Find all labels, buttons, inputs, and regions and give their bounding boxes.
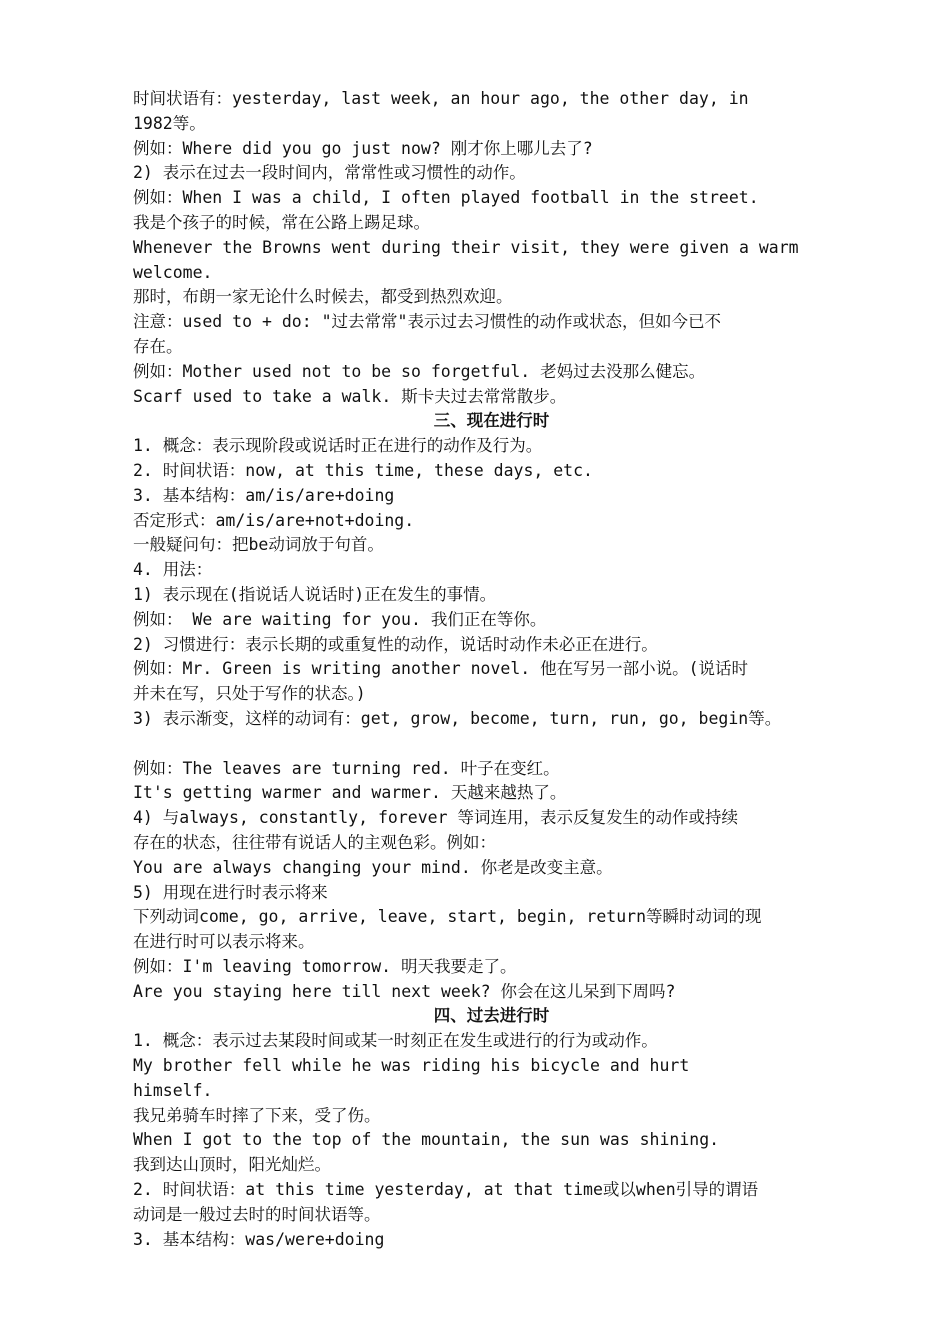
text-line: 时间状语有：yesterday, last week, an hour ago, the other day, in bbox=[133, 89, 749, 108]
example-line: When I got to the top of the mountain, the sun was shining. bbox=[133, 1130, 720, 1150]
example-line: My brother fell while he was riding his bicycle and hurt bbox=[133, 1056, 690, 1076]
text-line: 2) 表示在过去一段时间内，常常性或习惯性的动作。 bbox=[133, 163, 526, 183]
example-line: You are always changing your mind. 你老是改变主意。 bbox=[133, 857, 613, 877]
text-line: 1982等。 bbox=[133, 113, 206, 133]
text-line: 存在的状态，往往带有说话人的主观色彩。例如： bbox=[133, 832, 496, 852]
text-line: 一般疑问句：把be动词放于句首。 bbox=[133, 535, 384, 555]
text-line: 下列动词come, go, arrive, leave, start, begin, return等瞬时动词的现 bbox=[133, 907, 762, 927]
translation-line: 我是个孩子的时候，常在公路上踢足球。 bbox=[133, 212, 430, 232]
translation-line: 我到达山顶时，阳光灿烂。 bbox=[133, 1155, 331, 1175]
blank-line bbox=[133, 732, 850, 757]
note-line: 存在。 bbox=[133, 336, 183, 356]
text-line: 3. 基本结构：was/were+doing bbox=[133, 1229, 385, 1249]
example-line: welcome. bbox=[133, 262, 213, 282]
example-line: Are you staying here till next week? 你会在这儿呆到下周吗? bbox=[133, 981, 676, 1001]
text-line: 2) 习惯进行：表示长期的或重复性的动作，说话时动作未必正在进行。 bbox=[133, 634, 658, 654]
section-heading: 四、过去进行时 bbox=[433, 1006, 550, 1026]
text-line: 2. 时间状语：at this time yesterday, at that time或以when引导的谓语 bbox=[133, 1180, 759, 1200]
text-line: 1. 概念：表示过去某段时间或某一时刻正在发生或进行的行为或动作。 bbox=[133, 1031, 658, 1051]
example-line: It's getting warmer and warmer. 天越来越热了。 bbox=[133, 783, 567, 803]
example-line: 并未在写，只处于写作的状态。) bbox=[133, 684, 366, 704]
example-line: 例如：The leaves are turning red. 叶子在变红。 bbox=[133, 758, 560, 778]
text-line: 1) 表示现在(指说话人说话时)正在发生的事情。 bbox=[133, 584, 497, 604]
example-line: 例如：Mother used not to be so forgetful. 老妈过去没那么健忘。 bbox=[133, 361, 706, 381]
text-line: 3) 表示渐变，这样的动词有：get, grow, become, turn, run, go, begin等。 bbox=[133, 708, 782, 728]
example-line: 例如：Where did you go just now? 刚才你上哪儿去了? bbox=[133, 138, 593, 158]
text-line: 5) 用现在进行时表示将来 bbox=[133, 882, 328, 902]
example-line: himself. bbox=[133, 1080, 213, 1100]
translation-line: 我兄弟骑车时摔了下来，受了伤。 bbox=[133, 1105, 381, 1125]
translation-line: 那时，布朗一家无论什么时候去，都受到热烈欢迎。 bbox=[133, 287, 513, 307]
text-line: 3. 基本结构：am/is/are+doing bbox=[133, 485, 395, 505]
text-line: 1. 概念：表示现阶段或说话时正在进行的动作及行为。 bbox=[133, 436, 543, 456]
text-line: 4. 用法： bbox=[133, 560, 213, 580]
example-line: 例如： We are waiting for you. 我们正在等你。 bbox=[133, 609, 547, 629]
text-line: 否定形式：am/is/are+not+doing. bbox=[133, 510, 415, 530]
example-line: 例如：When I was a child, I often played football in the street. bbox=[133, 188, 759, 208]
example-line: 例如：I'm leaving tomorrow. 明天我要走了。 bbox=[133, 956, 517, 976]
example-line: Scarf used to take a walk. 斯卡夫过去常常散步。 bbox=[133, 386, 567, 406]
text-line: 在进行时可以表示将来。 bbox=[133, 932, 315, 952]
example-line: Whenever the Browns went during their visit, they were given a warm bbox=[133, 237, 799, 257]
text-line: 动词是一般过去时的时间状语等。 bbox=[133, 1204, 381, 1224]
text-line: 2. 时间状语：now, at this time, these days, etc. bbox=[133, 460, 593, 480]
example-line: 例如：Mr. Green is writing another novel. 他在写另一部小说。(说话时 bbox=[133, 659, 749, 679]
note-line: 注意：used to + do: "过去常常"表示过去习惯性的动作或状态，但如今已不 bbox=[133, 312, 721, 332]
text-line: 4) 与always, constantly, forever 等词连用，表示反复发生的动作或持续 bbox=[133, 808, 738, 828]
section-heading: 三、现在进行时 bbox=[433, 411, 550, 431]
